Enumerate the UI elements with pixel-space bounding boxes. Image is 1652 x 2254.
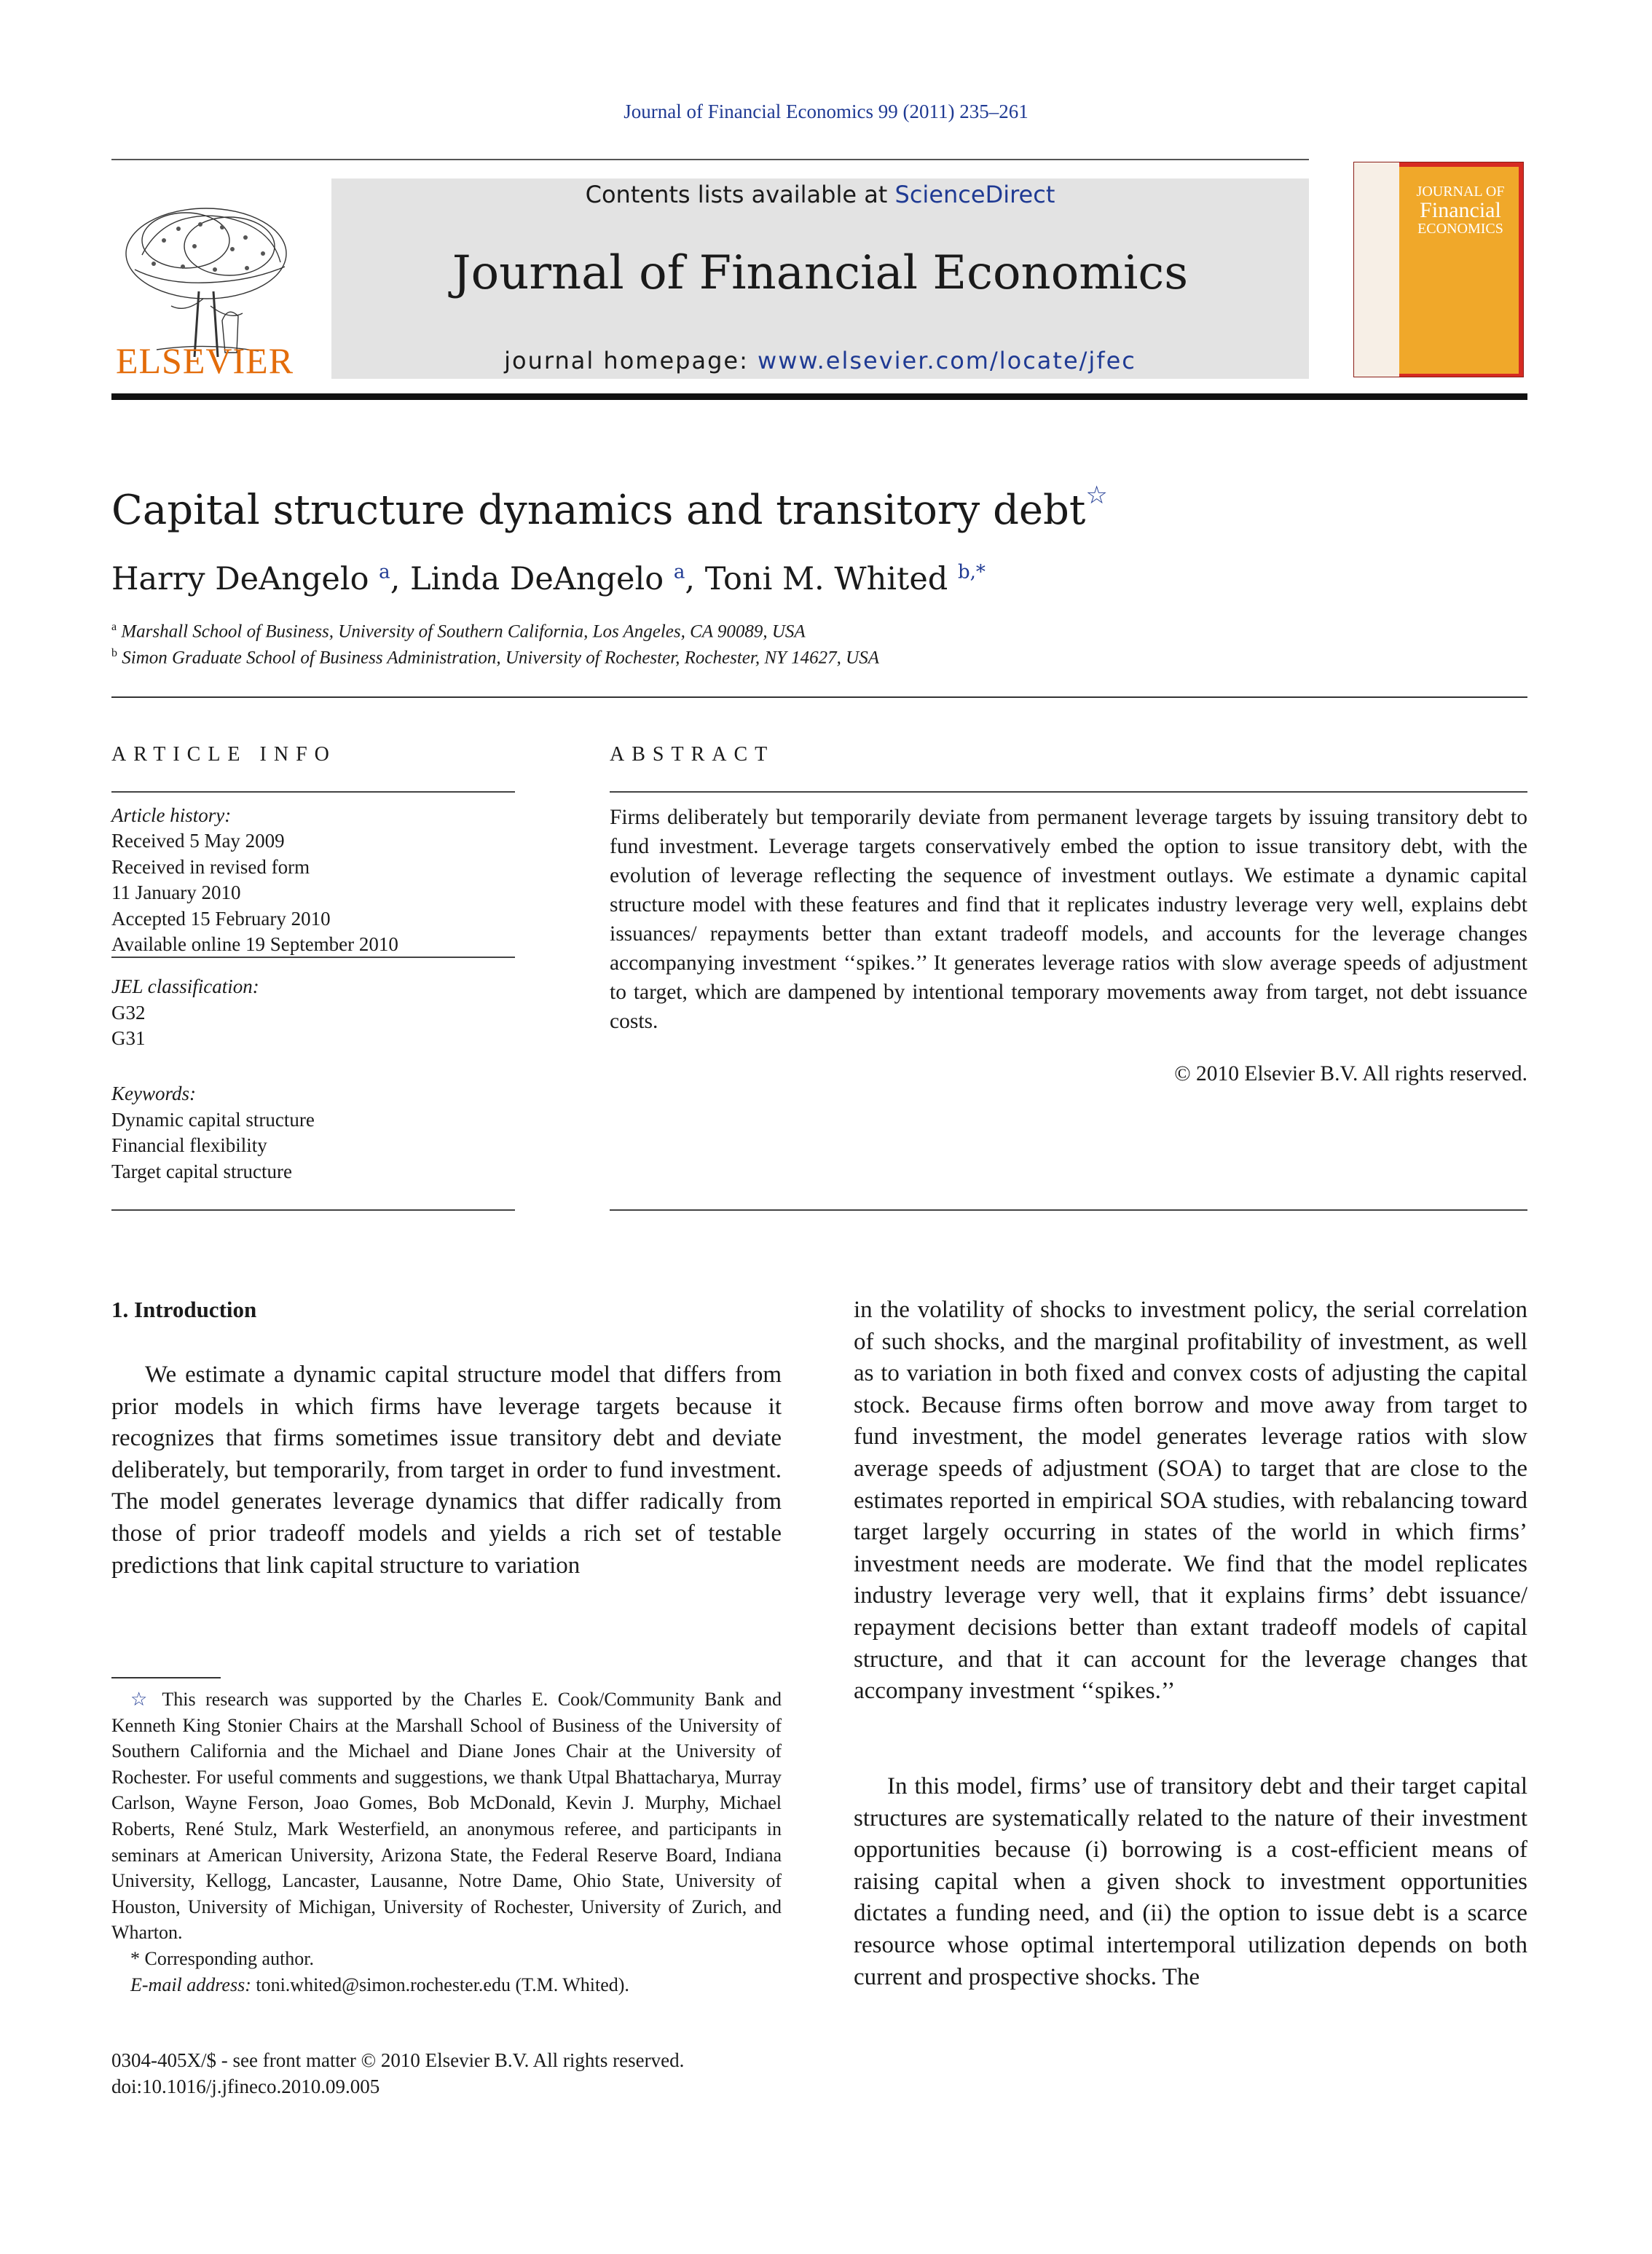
revised-label: Received in revised form [111, 856, 310, 878]
doi-line[interactable]: doi:10.1016/j.jfineco.2010.09.005 [111, 2076, 380, 2097]
abstract-copyright: © 2010 Elsevier B.V. All rights reserved. [1174, 1062, 1527, 1085]
footnote-star-icon[interactable]: ☆ [130, 1689, 153, 1710]
author-list: Harry DeAngelo $^a$, Linda DeAngelo $^a$, Toni M. Whited $^{b,*}$ [111, 561, 986, 597]
sciencedirect-link[interactable]: ScienceDirect [894, 181, 1055, 208]
cover-title [1401, 184, 1520, 237]
footnote-corresponding [111, 1946, 782, 1972]
affiliation-sup: b [111, 647, 117, 659]
journal-title: Journal of Financial Economics [452, 246, 1189, 300]
footnote-asterisk: * [130, 1947, 140, 1969]
body-paragraph: We estimate a dynamic capital structure model that differs from prior models in which firms have leverage targets because it recognizes that firms sometimes issue transitory debt and deviate deliberately, but temporarily, from target in order to fund investment. The model generates leverage dynamics that differ radically from those of prior tradeoff models and yields a rich set of testable predictions that link capital structure to variation [111, 1362, 782, 1579]
journal-cover-thumbnail[interactable] [1353, 162, 1524, 377]
author-name[interactable]: Harry DeAngelo [111, 561, 369, 597]
accepted-date: Accepted 15 February 2010 [111, 908, 331, 930]
section-heading-introduction: 1. Introduction [111, 1297, 257, 1322]
affiliation-rule [111, 696, 1527, 698]
cover-title-line1: JOURNAL OF [1416, 184, 1505, 200]
header-thick-rule [111, 393, 1527, 400]
title-footnote-star-icon[interactable]: ☆ [1085, 481, 1108, 510]
homepage-prefix: journal homepage: [504, 347, 758, 374]
keyword: Financial flexibility [111, 1134, 267, 1156]
jel-code: G32 [111, 1002, 146, 1024]
footnote-acknowledgement [111, 1686, 782, 1946]
journal-reference[interactable]: Journal of Financial Economics 99 (2011) 235–261 [624, 101, 1028, 122]
header-rule [111, 159, 1309, 160]
contents-prefix: Contents lists available at [585, 181, 895, 208]
footnote-rule [111, 1677, 221, 1678]
online-date: Available online 19 September 2010 [111, 933, 398, 955]
abstract-text: Firms deliberately but temporarily deviate from permanent leverage targets by issuing transitory debt to fund investment. Leverage targets conservatively embed the option to issue transitory debt, with the evolution of leverage reflecting the sequence of investment outlays. We estimate a dynamic capital structure model with these features and find that it replicates industry leverage very well, explains debt issuances/ repayments better than extant tradeoff models, and accounts for the leverage changes accompanying investment ‘‘spikes.’’ It generates leverage ratios with slow average speeds of adjustment to target, which are dampened by intentional temporary movements away from target, not debt issuance costs. [610, 806, 1527, 1033]
author-name[interactable]: Linda DeAngelo [410, 561, 664, 597]
jel-label: JEL classification: [111, 975, 259, 997]
corresponding-author-text: Corresponding author. [144, 1947, 315, 1969]
affiliation-a [111, 621, 806, 642]
email-label: E-mail address: [130, 1974, 251, 1995]
footnotes [111, 1686, 782, 1998]
received-date: Received 5 May 2009 [111, 830, 285, 852]
email-link[interactable]: toni.whited@simon.rochester.edu (T.M. Whited). [256, 1974, 629, 1995]
abstract-rule [610, 791, 1527, 793]
front-matter-line: 0304-405X/$ - see front matter © 2010 Elsevier B.V. All rights reserved. [111, 2049, 685, 2071]
footnote-acknowledgement-text: This research was supported by the Charles E. Cook/Community Bank and Kenneth King Stonier Chairs at the Marshall School of Business of the University of Southern California and the Michael and Diane Jones Chair at the University of Rochester. For useful comments and suggestions, we thank Utpal Bhattacharya, Murray Carlson, Wayne Ferson, Joao Gomes, Bob McDonald, Kevin J. Murphy, Michael Roberts, René Stulz, Mark Westerfield, an anonymous referee, and participants in seminars at American University, Arizona State, the Federal Reserve Board, Indiana University, Kellogg, Lancaster, Lausanne, Notre Dame, Ohio State, University of Houston, University of Michigan, University of Rochester, University of Zurich, and Wharton. [111, 1689, 782, 1944]
body-paragraph: In this model, firms’ use of transitory debt and their target capital structures are systematically related to the nature of their investment opportunities because (i) borrowing is a cost-efficient means of raising capital when a given shock to investment opportunities dictates a funding need, and (ii) the option to issue debt is a scarce resource whose optimal intertemporal utilization depends on both current and prospective shocks. The [854, 1773, 1527, 1990]
homepage-line [331, 347, 1309, 374]
cover-title-line3: ECONOMICS [1417, 221, 1503, 237]
keyword: Dynamic capital structure [111, 1109, 315, 1131]
footnote-email [111, 1972, 782, 1998]
revised-date: 11 January 2010 [111, 881, 241, 903]
contents-line [331, 181, 1309, 208]
front-matter [111, 2047, 684, 2100]
abstract-rule [610, 1209, 1527, 1211]
affiliation-sup: a [111, 621, 117, 633]
article-info-heading: ARTICLE INFO [111, 743, 337, 766]
author-affil-sup[interactable]: b,* [957, 561, 986, 584]
affiliation-b [111, 647, 879, 668]
article-info-rule [111, 1209, 515, 1211]
homepage-link[interactable]: www.elsevier.com/locate/jfec [758, 347, 1136, 374]
elsevier-wordmark: ELSEVIER [115, 340, 294, 381]
abstract-heading: ABSTRACT [610, 743, 775, 766]
body-paragraph: in the volatility of shocks to investment policy, the serial correlation of such shocks, and the marginal profitability of investment, as well as to variation in both fixed and convex costs of adjusting the capital stock. Because firms often borrow and move away from target to fund investment, the model generates leverage ratios with slow average speeds of adjustment (SOA) to target that are close to the estimates reported in empirical SOA studies, with rebalancing toward target largely occurring in states of the world in which firms’ investment needs are moderate. We find that the model replicates industry leverage very well, that it explains firms’ debt issuance/ repayment decisions better than extant tradeoff models of capital structure, and that it can account for the leverage changes that accompany investment ‘‘spikes.’’ [854, 1297, 1527, 1705]
author-affil-sup[interactable]: a [379, 561, 390, 584]
keywords-label: Keywords: [111, 1083, 196, 1104]
article-info-rule [111, 791, 515, 793]
article-info-rule [111, 957, 515, 958]
cover-title-line2: Financial [1420, 198, 1501, 222]
cover-left-strip [1354, 162, 1399, 377]
history-label: Article history: [111, 804, 232, 826]
paper-title-text: Capital structure dynamics and transitory debt [111, 487, 1086, 534]
affiliation-text: Marshall School of Business, University of Southern California, Los Angeles, CA 90089, USA [121, 621, 806, 642]
keyword: Target capital structure [111, 1161, 292, 1182]
author-affil-sup[interactable]: a [673, 561, 685, 584]
jel-code: G31 [111, 1027, 146, 1049]
paper-title [111, 481, 1108, 534]
affiliation-text: Simon Graduate School of Business Administration, University of Rochester, Rochester, NY 14627, USA [122, 648, 879, 668]
author-name[interactable]: Toni M. Whited [704, 561, 948, 597]
